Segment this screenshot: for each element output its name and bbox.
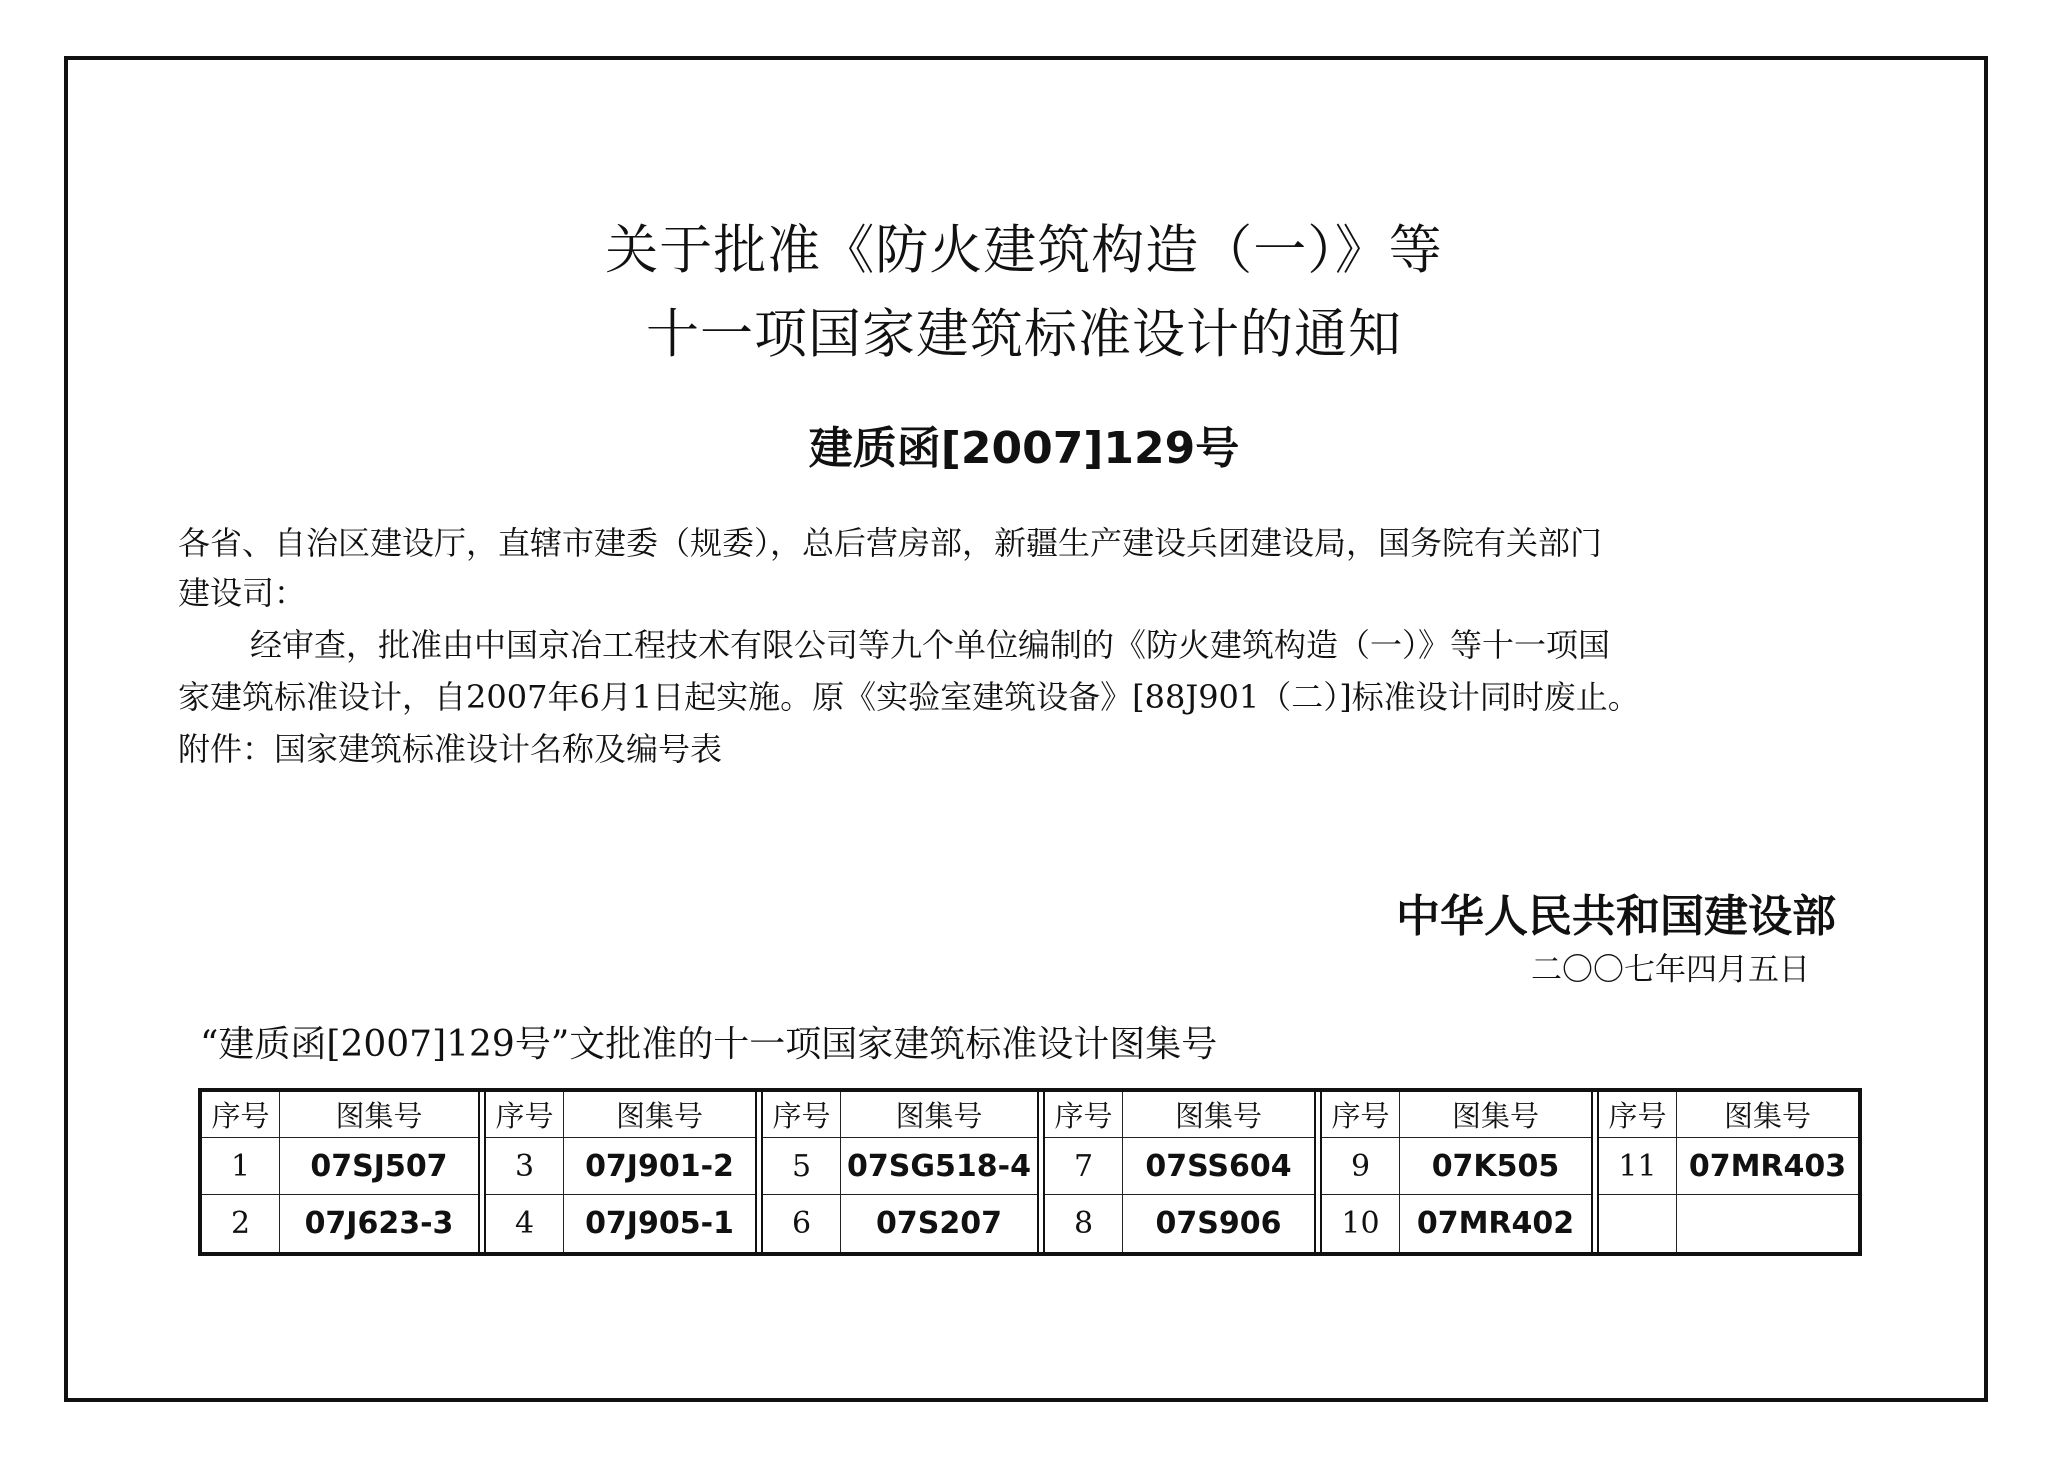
seq-cell: 8 [1045,1195,1123,1252]
issuer-name: 中华人民共和国建设部 [1396,891,1836,942]
code-cell: 07MR403 [1677,1138,1858,1195]
header-seq: 序号 [1599,1092,1677,1138]
header-code: 图集号 [1123,1092,1314,1138]
header-code: 图集号 [1400,1092,1591,1138]
code-cell: 07SG518-4 [841,1138,1037,1195]
notice-title-line1: 关于批准《防火建筑构造（一）》等 [605,220,1443,281]
code-cell: 07MR402 [1416,1206,1575,1241]
code-cell: 07J905-1 [585,1206,734,1241]
header-code: 图集号 [841,1092,1037,1138]
column-divider [755,1092,763,1252]
seq-cell: 6 [763,1195,841,1252]
header-seq: 序号 [763,1092,841,1138]
seq-cell: 9 [1322,1138,1400,1195]
seq-cell: 7 [1045,1138,1123,1195]
code-cell: 07J623-3 [304,1206,454,1241]
seq-cell: 3 [486,1138,564,1195]
column-divider [1591,1092,1599,1252]
seq-cell: 2 [202,1195,280,1252]
code-cell [1677,1195,1858,1252]
body-paragraph-line1: 经审查，批准由中国京冶工程技术有限公司等九个单位编制的《防火建筑构造（一）》等十一项国 [250,626,1611,664]
table-block [1322,1092,1591,1252]
code-cell: 07SS604 [1123,1138,1314,1195]
table-block [1045,1092,1314,1252]
header-seq: 序号 [1322,1092,1400,1138]
body-paragraph-line2: 家建筑标准设计，自2007年6月1日起实施。原《实验室建筑设备》[88J901（二）]标准设计同时废止。 [178,678,1640,716]
table-block [202,1092,478,1252]
seq-cell [1599,1195,1677,1252]
seq-cell: 1 [202,1138,280,1195]
seq-cell: 5 [763,1138,841,1195]
table-caption: “建质函[2007]129号”文批准的十一项国家建筑标准设计图集号 [200,1024,1218,1065]
atlas-number-table [198,1088,1862,1256]
seq-cell: 4 [486,1195,564,1252]
header-code: 图集号 [564,1092,755,1138]
recipients-line2: 建设司： [178,574,307,612]
seq-cell: 11 [1599,1138,1677,1195]
attachment-note: 附件：国家建筑标准设计名称及编号表 [178,730,723,768]
column-divider [1037,1092,1045,1252]
code-cell: 07SJ507 [280,1138,478,1195]
table-block [1599,1092,1858,1252]
recipients-line1: 各省、自治区建设厅，直辖市建委（规委），总后营房部，新疆生产建设兵团建设局，国务院有关部门 [178,524,1603,562]
header-seq: 序号 [1045,1092,1123,1138]
column-divider [478,1092,486,1252]
header-seq: 序号 [202,1092,280,1138]
header-seq: 序号 [486,1092,564,1138]
issue-date: 二〇〇七年四月五日 [1531,952,1810,988]
seq-cell: 10 [1322,1195,1400,1252]
table-block [486,1092,755,1252]
table-block [763,1092,1037,1252]
code-cell: 07S906 [1155,1206,1282,1241]
notice-title-line2: 十一项国家建筑标准设计的通知 [646,304,1402,365]
code-cell: 07J901-2 [564,1138,755,1195]
document-number: 建质函[2007]129号 [808,423,1240,474]
code-cell: 07S207 [876,1206,1002,1241]
code-cell: 07K505 [1400,1138,1591,1195]
header-code: 图集号 [280,1092,478,1138]
column-divider [1314,1092,1322,1252]
header-code: 图集号 [1677,1092,1858,1138]
